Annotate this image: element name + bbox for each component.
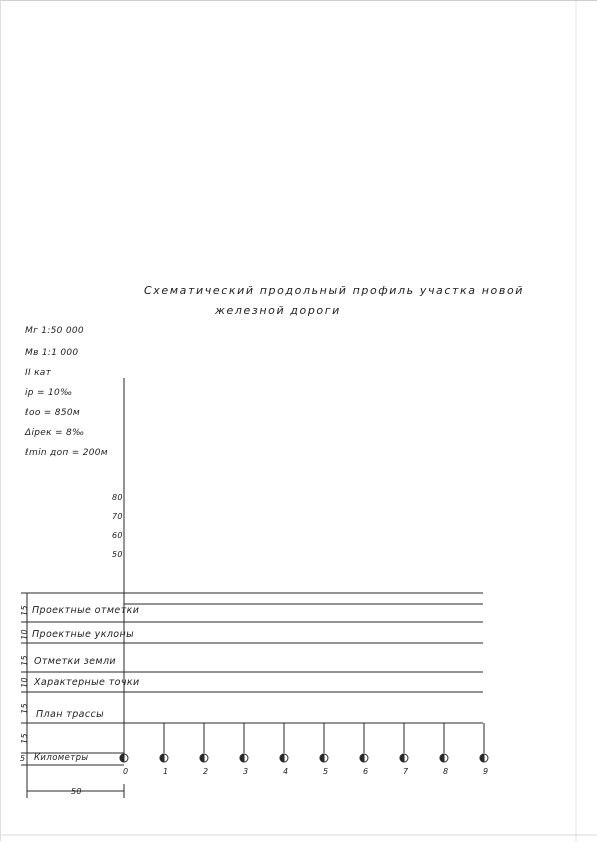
km-label: 6 [363,767,369,776]
km-marker [400,754,408,762]
row-label-kilometers: Километры [34,753,89,763]
km-marker [120,754,128,762]
vertical-scale-label: 50 [112,550,123,559]
km-label: 7 [403,767,409,776]
km-marker [440,754,448,762]
km-label: 4 [283,767,289,776]
km-label: 3 [243,767,249,776]
param-category: II кат [25,368,52,378]
bottom-dimension-label: 50 [71,787,82,796]
row-label-characteristic-points: Характерные точки [34,677,140,688]
km-marker [320,754,328,762]
param-ruling-grade: iр = 10‰ [25,388,73,398]
row-label-design-elevations: Проектные отметки [32,605,140,616]
profile-grid-drawing [1,1,597,842]
km-marker [160,754,168,762]
row-height-mark: 5 [20,754,26,763]
vertical-scale-label: 80 [112,493,123,502]
row-label-ground-elevations: Отметки земли [34,656,116,667]
vertical-scale-label: 60 [112,531,123,540]
row-height-mark: 10 [19,629,29,640]
km-label: 9 [483,767,489,776]
km-marker [360,754,368,762]
km-marker [280,754,288,762]
row-height-mark: 15 [19,655,29,666]
row-height-mark: 15 [19,733,29,744]
param-grade-difference: Δiрек = 8‰ [25,428,85,438]
km-marker [200,754,208,762]
row-height-mark: 15 [19,703,29,714]
title-line-1: Схематический продольный профиль участка новой [144,284,525,297]
row-label-route-plan: План трассы [36,709,105,720]
km-label: 2 [203,767,209,776]
km-label: 0 [123,767,129,776]
row-height-mark: 10 [19,677,29,688]
title-line-2: железной дороги [215,304,341,317]
param-station-length: ℓоо = 850м [25,408,80,418]
row-label-design-grades: Проектные уклоны [32,629,135,640]
km-label: 5 [323,767,329,776]
km-label: 1 [163,767,169,776]
km-label: 8 [443,767,449,776]
km-markers [120,754,488,762]
param-vertical-scale: Мв 1:1 000 [25,348,79,358]
param-min-element-length: ℓmin доп = 200м [25,448,108,458]
param-horizontal-scale: Мг 1:50 000 [25,326,84,336]
km-marker [240,754,248,762]
row-height-mark: 15 [19,605,29,616]
km-marker [480,754,488,762]
vertical-scale-label: 70 [112,512,123,521]
